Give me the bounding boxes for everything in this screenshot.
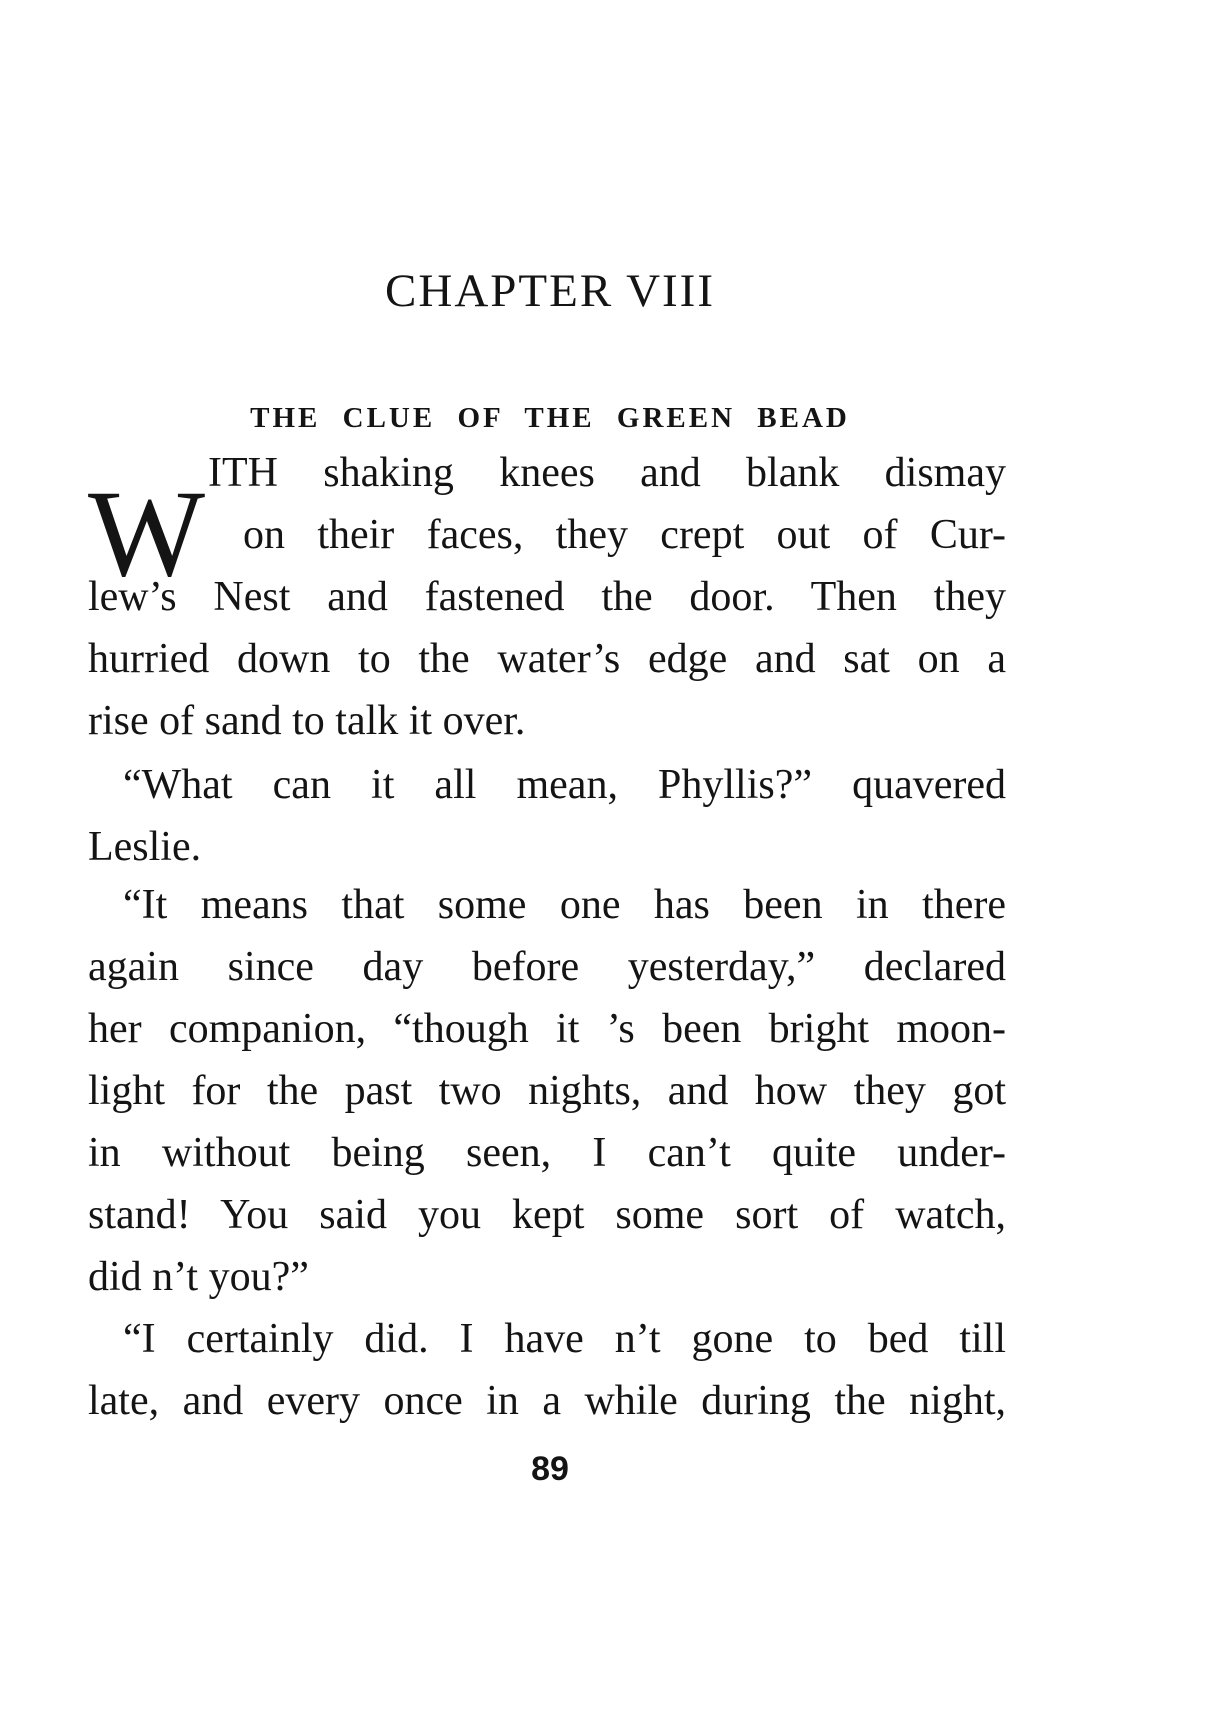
text-line: on their faces, they crept out of Cur- xyxy=(243,512,1006,558)
text-line: “I certainly did. I have n’t gone to bed till xyxy=(123,1316,1006,1362)
text-line: light for the past two nights, and how they got xyxy=(88,1068,1006,1114)
text-line: lew’s Nest and fastened the door. Then they xyxy=(88,574,1006,620)
text-line: did n’t you?” xyxy=(88,1254,309,1300)
chapter-title: CHAPTER VIII xyxy=(385,265,715,317)
text-line: in without being seen, I can’t quite under- xyxy=(88,1130,1006,1176)
page-number: 89 xyxy=(531,1450,569,1488)
text-line: Leslie. xyxy=(88,824,202,870)
text-line: ITH shaking knees and blank dismay xyxy=(208,450,1006,496)
text-line: “What can it all mean, Phyllis?” quavered xyxy=(123,762,1006,808)
text-line: stand! You said you kept some sort of watch, xyxy=(88,1192,1006,1238)
text-line: again since day before yesterday,” declared xyxy=(88,944,1006,990)
text-line: rise of sand to talk it over. xyxy=(88,698,526,744)
drop-cap: W xyxy=(88,465,206,602)
text-line: late, and every once in a while during the night, xyxy=(88,1378,1006,1424)
text-line: “It means that some one has been in there xyxy=(123,882,1006,928)
chapter-subtitle: THE CLUE OF THE GREEN BEAD xyxy=(250,402,850,434)
text-line: hurried down to the water’s edge and sat on a xyxy=(88,636,1006,682)
text-line: her companion, “though it ’s been bright moon- xyxy=(88,1006,1006,1052)
